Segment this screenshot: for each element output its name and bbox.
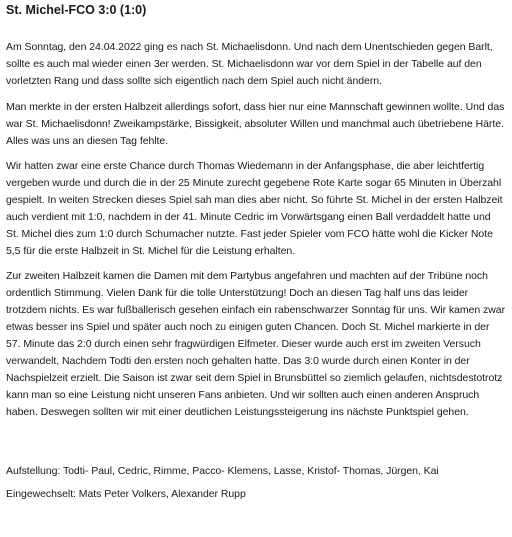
- report-paragraph-intro: Am Sonntag, den 24.04.2022 ging es nach St. Michaelisdonn. Und nach dem Unentschieden gegen Barlt, sollte es auch mal wieder einen 3er werden. St. Michaelisdonn war vor dem Spiel in der Tabelle auf den vorletzten Rang und dass sollte sich eigentlich nach dem Spiel auch nicht ändern.: [6, 41, 493, 87]
- match-report-title: St. Michel-FCO 3:0 (1:0): [6, 3, 147, 17]
- report-paragraph-first-half: Wir hatten zwar eine erste Chance durch Thomas Wiedemann in der Anfangsphase, die aber leichtfertig vergeben wurde und durch die in der 25 Minute zurecht gegebene Rote Karte sogar 65 Minuten in Überzahl gespielt. In weiten Strecken dieses Spiel sah man dies aber nicht. So führte St. Michel in der ersten Halbzeit auch verdient mit 1:0, nachdem in der 41. Minute Cedric im Vorwärtsgang einen Ball verdaddelt hatte und St. Michel dies zum 1:0 durch Schumacher nutzte. Fast jeder Spieler vom FCO hätte wohl die Kicker Note 5,5 für die erste Halbzeit in St. Michel für die Leistung erhalten.: [6, 160, 503, 257]
- match-report-document: [0, 2, 512, 537]
- team-lineup: Aufstellung: Todti- Paul, Cedric, Rimme, Pacco- Klemens, Lasse, Kristof- Thomas, Jürgen, Kai: [6, 465, 439, 477]
- report-paragraph-second-half: Zur zweiten Halbzeit kamen die Damen mit dem Partybus angefahren und machten auf der Tribüne noch ordentlich Stimmung. Vielen Dank für die tolle Unterstützung! Doch an diesen Tag half uns das leider trotzdem nichts. Es war fußballerisch gesehen einfach ein rabenschwarzer Sonntag für uns. Wir kamen zwar etwas besser ins Spiel und später auch noch zu einigen guten Chancen. Doch St. Michel markierte in der 57. Minute das 2:0 durch einen sehr fragwürdigen Elfmeter. Dieser wurde auch erst im zweiten Versuch verwandelt, Nachdem Todti den ersten noch gehalten hatte. Das 3:0 wurde durch einen Konter in der Nachspielzeit erzielt. Die Saison ist zwar seit dem Spiel in Brunsbüttel so ziemlich gelaufen, nichtsdestotrotz kann man so eine Leistung nicht unseren Fans anbieten. Und wir sollten auch einen anderen Anspruch haben. Deswegen sollten wir mit einer deutlichen Leistungssteigerung ins nächste Punktspiel gehen.: [6, 270, 506, 418]
- substitutes-list: Eingewechselt: Mats Peter Volkers, Alexander Rupp: [6, 488, 246, 500]
- report-paragraph-first-half-impression: Man merkte in der ersten Halbzeit allerdings sofort, dass hier nur eine Mannschaft gewinnen wollte. Und das war St. Michaelisdonn! Zweikampstärke, Bissigkeit, absoluter Willen und manchmal auch übetriebene Härte. Alles was uns an diesen Tag fehlte.: [6, 101, 505, 147]
